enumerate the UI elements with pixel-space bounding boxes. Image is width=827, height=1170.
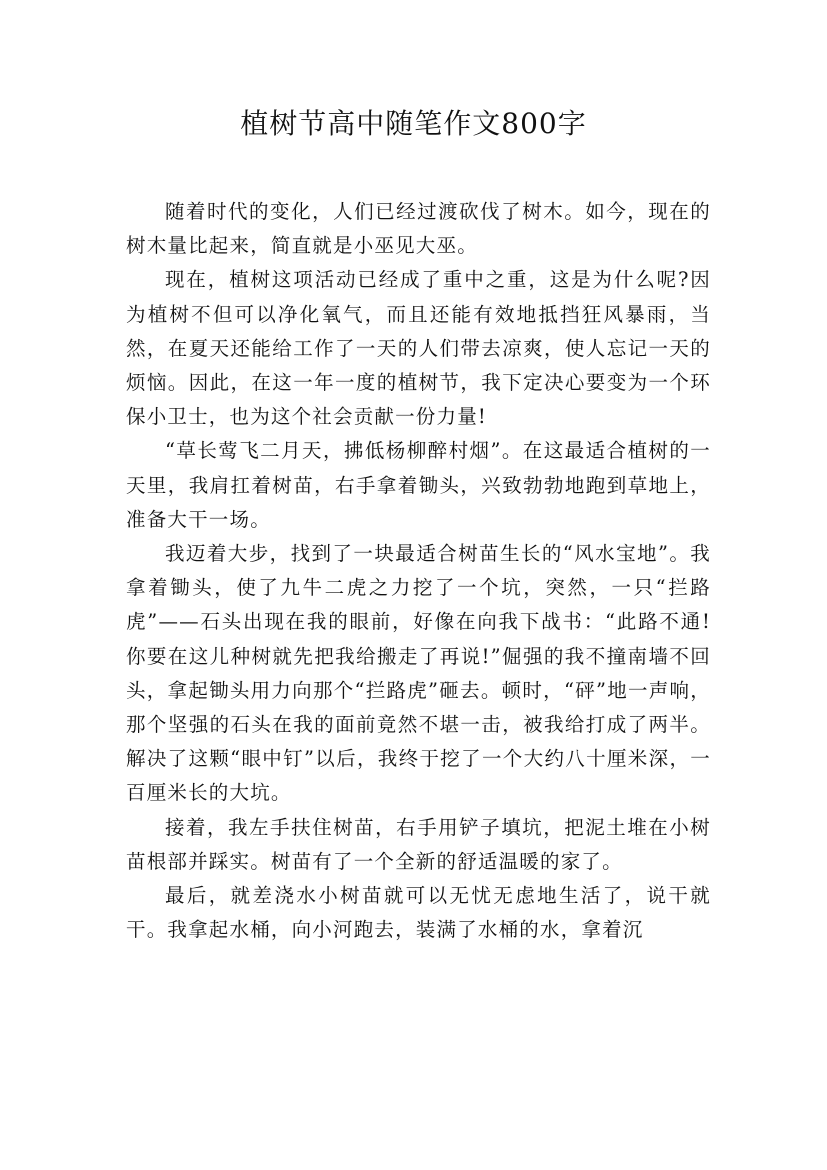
paragraph: “草长莺飞二月天，拂低杨柳醉村烟”。在这最适合植树的一天里，我肩扛着树苗，右手拿着锄头，兴致勃勃地跑到草地上，准备大干一场。	[126, 439, 711, 531]
paragraph: 接着，我左手扶住树苗，右手用铲子填坑，把泥土堆在小树苗根部并踩实。树苗有了一个全新的舒适温暖的家了。	[126, 815, 711, 873]
paragraph: 随着时代的变化，人们已经过渡砍伐了树木。如今，现在的树木量比起来，简直就是小巫见大巫。	[126, 200, 711, 258]
paragraph: 我迈着大步，找到了一块最适合树苗生长的“风水宝地”。我拿着锄头，使了九牛二虎之力挖了一个坑，突然，一只“拦路虎”——石头出现在我的眼前，好像在向我下战书：“此路不通!你要在这儿种树就先把我给搬走了再说!”倔强的我不撞南墙不回头，拿起锄头用力向那个“拦路虎”砸去。顿时，“砰”地一声响，那个坚强的石头在我的面前竟然不堪一击，被我给打成了两半。解决了这颗“眼中钉”以后，我终于挖了一个大约八十厘米深，一百厘米长的大坑。	[126, 542, 711, 805]
document-body	[126, 195, 711, 947]
paragraph: 最后，就差浇水小树苗就可以无忧无虑地生活了，说干就干。我拿起水桶，向小河跑去，装满了水桶的水，拿着沉	[126, 884, 711, 942]
document-title: 植树节高中随笔作文800字	[240, 107, 587, 140]
paragraph: 现在，植树这项活动已经成了重中之重，这是为什么呢?因为植树不但可以净化氧气，而且还能有效地抵挡狂风暴雨，当然，在夏天还能给工作了一天的人们带去凉爽，使人忘记一天的烦恼。因此，在这一年一度的植树节，我下定决心要变为一个环保小卫士，也为这个社会贡献一份力量!	[126, 268, 711, 429]
